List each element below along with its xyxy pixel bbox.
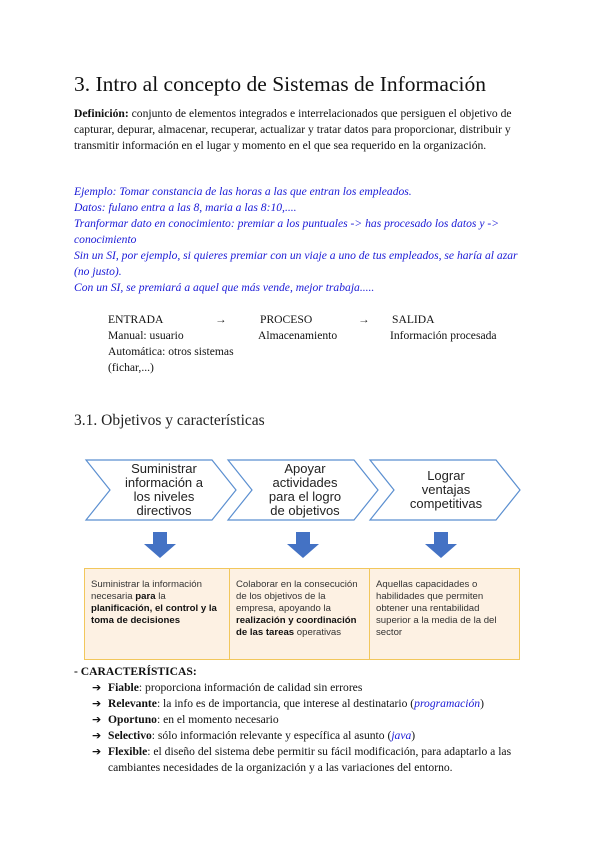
list-item: ➔ Selectivo: sólo información relevante y específica al asunto (java) bbox=[92, 729, 416, 742]
list-item: ➔ Oportuno: en el momento necesario bbox=[92, 713, 279, 726]
chevron-label-3: Lograr ventajas competitivas bbox=[409, 468, 483, 511]
objective-box-3: Aquellas capacidades o habilidades que permiten obtener una rentabilidad superior a la media de la del sector bbox=[369, 568, 520, 660]
list-item: ➔ Flexible: el diseño del sistema debe permitir su fácil modificación, para adaptarlo a las cambiantes necesidades de la organización y a las variaciones del entorno. bbox=[92, 745, 512, 774]
page-title: 3. Intro al concepto de Sistemas de Información bbox=[74, 72, 486, 96]
example-line: Datos: fulano entra a las 8, maria a las 8:10,.... bbox=[74, 201, 297, 214]
example-line: Con un SI, se premiará a aquel que más vende, mejor trabaja..... bbox=[74, 281, 375, 294]
objective-box-1: Suministrar la información necesaria para la planificación, el control y la toma de decisiones bbox=[84, 568, 230, 660]
flow-entrada-manual: Manual: usuario bbox=[108, 329, 184, 342]
flow-proceso-detail: Almacenamiento bbox=[258, 329, 338, 342]
arrow-bullet-icon: ➔ bbox=[92, 713, 102, 726]
objective-box-2: Colaborar en la consecución de los objetivos de la empresa, apoyando la realización y coordinación de las tareas operativas bbox=[229, 568, 370, 660]
down-arrow-icon bbox=[144, 532, 176, 558]
list-item: ➔ Relevante: la info es de importancia, que interese al destinatario (programación) bbox=[92, 697, 484, 710]
definition-label: Definición: bbox=[74, 107, 129, 120]
arrow-bullet-icon: ➔ bbox=[92, 697, 102, 710]
java-link[interactable]: java bbox=[391, 729, 412, 742]
objectives-diagram bbox=[84, 458, 522, 662]
example-line: Tranformar dato en conocimiento: premiar a los puntuales -> has procesado los datos y -> conocimiento bbox=[74, 217, 500, 246]
example-line: Ejemplo: Tomar constancia de las horas a las que entran los empleados. bbox=[74, 185, 412, 198]
caracteristicas-title: - CARACTERÍSTICAS: bbox=[74, 665, 197, 678]
section-heading: 3.1. Objetivos y características bbox=[74, 412, 265, 429]
definition-text: conjunto de elementos integrados e interrelacionados que persiguen el objetivo de capturar, depurar, almacenar, recuperar, actualizar y tratar datos para proporcionar, distribuir y transmitir información en el lugar y momento en el que sea requerido en la organización. bbox=[74, 107, 512, 152]
caracteristicas-section bbox=[74, 664, 544, 776]
flow-salida-detail: Información procesada bbox=[390, 329, 497, 342]
flow-entrada-example: (fichar,...) bbox=[108, 361, 154, 374]
arrow-bullet-icon: ➔ bbox=[92, 745, 102, 758]
chevron-label-2: Apoyar actividades para el logro de objetivos bbox=[268, 461, 342, 518]
definition-paragraph bbox=[74, 106, 534, 154]
arrow-bullet-icon: ➔ bbox=[92, 729, 102, 742]
down-arrow-icon bbox=[425, 532, 457, 558]
flow-entrada-auto: Automática: otros sistemas bbox=[108, 345, 234, 358]
programacion-link[interactable]: programación bbox=[414, 697, 481, 710]
flow-arrow-icon: → bbox=[358, 313, 370, 326]
flow-arrow-icon: → bbox=[215, 313, 227, 326]
list-item: ➔ Fiable: proporciona información de calidad sin errores bbox=[92, 681, 363, 694]
flow-salida: SALIDA bbox=[392, 313, 435, 326]
flow-proceso: PROCESO bbox=[260, 313, 313, 326]
chevron-label-1: Suministrar información a los niveles directivos bbox=[124, 461, 204, 518]
caracteristicas-list bbox=[74, 680, 544, 776]
down-arrow-icon bbox=[287, 532, 319, 558]
arrow-bullet-icon: ➔ bbox=[92, 681, 102, 694]
example-line: Sin un SI, por ejemplo, si quieres premiar con un viaje a uno de tus empleados, se haría al azar (no justo). bbox=[74, 249, 518, 278]
flow-entrada: ENTRADA bbox=[108, 313, 164, 326]
example-block bbox=[74, 184, 534, 296]
